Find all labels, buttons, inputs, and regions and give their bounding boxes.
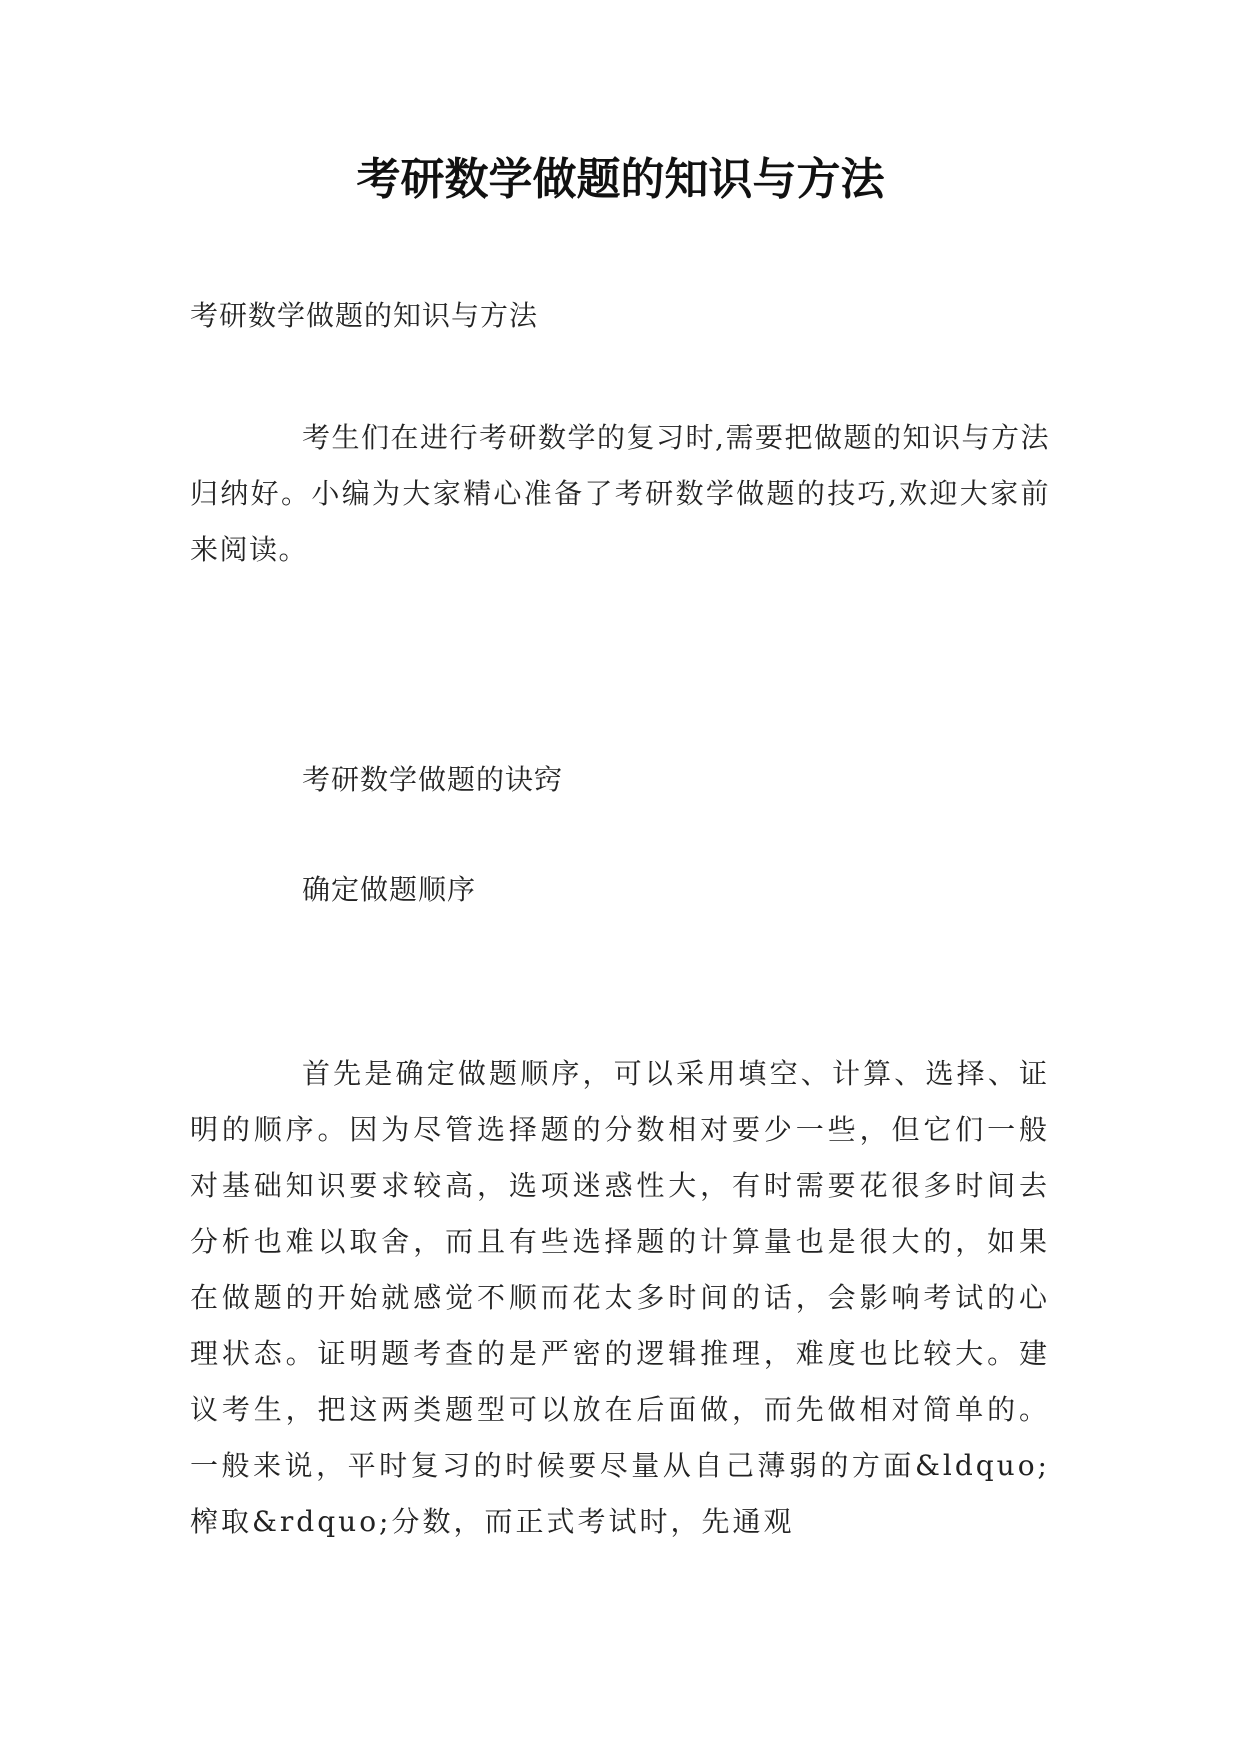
main-paragraph: 首先是确定做题顺序，可以采用填空、计算、选择、证明的顺序。因为尽管选择题的分数相对要少一些，但它们一般对基础知识要求较高，选项迷惑性大，有时需要花很多时间去分析也难以取舍，而且有些选择题的计算量也是很大的，如果在做题的开始就感觉不顺而花太多时间的话，会影响考试的心理状态。证明题考查的是严密的逻辑推理，难度也比较大。建议考生，把这两类题型可以放在后面做，而先做相对简单的。一般来说，平时复习的时候要尽量从自己薄弱的方面&ldquo;榨取&rdquo;分数，而正式考试时，先通观: [190, 1057, 1050, 1538]
intro-paragraph: 考生们在进行考研数学的复习时,需要把做题的知识与方法归纳好。小编为大家精心准备了考研数学做题的技巧,欢迎大家前来阅读。: [190, 421, 1050, 566]
document-title: 考研数学做题的知识与方法: [356, 154, 885, 205]
section-heading-tips: 考研数学做题的诀窍: [302, 763, 564, 796]
document-subtitle: 考研数学做题的知识与方法: [190, 299, 539, 332]
section-heading-order: 确定做题顺序: [302, 873, 477, 906]
